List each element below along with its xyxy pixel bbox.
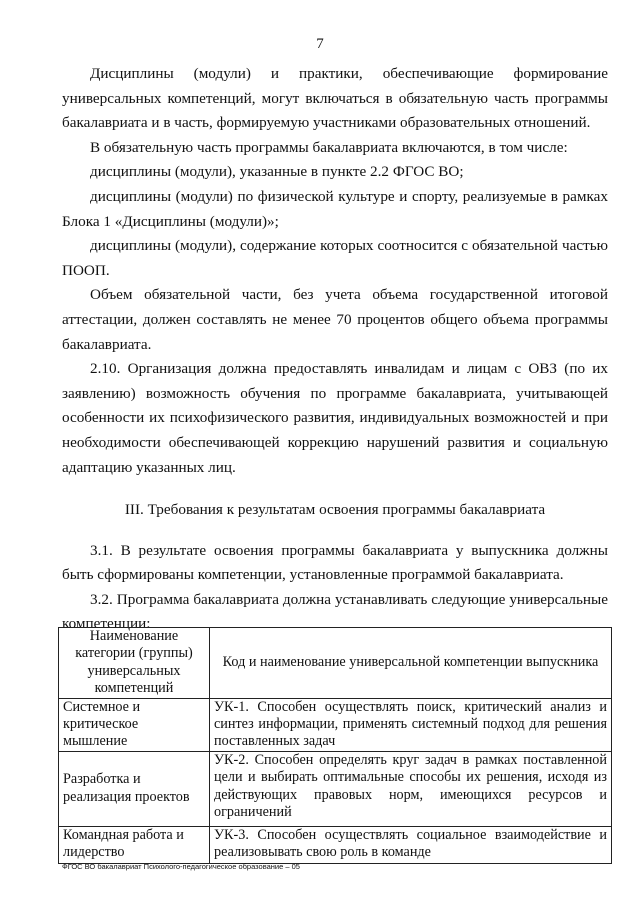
header-category: Наименование категории (группы) универсальных компетенций [59,628,210,699]
paragraph: Объем обязательной части, без учета объема государственной итоговой аттестации, должен составлять не менее 70 процентов общего объема программы бакалавриата. [62,286,608,353]
competencies-table [58,627,612,864]
category-cell: Системное и критическое мышление [59,698,210,751]
table-row [59,751,612,826]
body-text [62,62,608,637]
page-footer: ФГОС ВО бакалавриат Психолого-педагогическое образование – 05 [62,862,300,871]
competency-cell: УК-3. Способен осуществлять социальное взаимодействие и реализовывать свою роль в команде [210,826,612,863]
competency-cell: УК-1. Способен осуществлять поиск, критический анализ и синтез информации, применять системный подход для решения поставленных задач [210,698,612,751]
category-cell: Разработка и реализация проектов [59,751,210,826]
paragraph: дисциплины (модули) по физической культуре и спорту, реализуемые в рамках Блока 1 «Дисциплины (модули)»; [62,187,608,230]
header-code: Код и наименование универсальной компетенции выпускника [210,628,612,699]
competency-cell: УК-2. Способен определять круг задач в рамках поставленной цели и выбирать оптимальные способы их решения, исходя из действующих правовых норм, имеющихся ресурсов и ограничений [210,751,612,826]
paragraph: 3.1. В результате освоения программы бакалавриата у выпускника должны быть сформированы компетенции, установленные программой бакалавриата. [62,541,608,584]
category-cell: Командная работа и лидерство [59,826,210,863]
paragraph: дисциплины (модули), содержание которых соотносится с обязательной частью ПООП. [62,237,608,279]
paragraph: 3.2. Программа бакалавриата должна устанавливать следующие универсальные компетенции: [62,590,608,633]
table-row [59,698,612,751]
table-header-row [59,628,612,699]
paragraph: 2.10. Организация должна предоставлять инвалидам и лицам с ОВЗ (по их заявлению) возможность обучения по программе бакалавриата, учитывающей особенности их психофизического развития, индивидуальных возможностей и при необходимости обеспечивающей коррекцию нарушений развития и социальную адаптацию указанных лиц. [62,360,608,476]
paragraph: Дисциплины (модули) и практики, обеспечивающие формирование универсальных компетенций, могут включаться в обязательную часть программы бакалавриата и в часть, формируемую участниками образовательных отношений. [62,65,608,132]
paragraph: В обязательную часть программы бакалавриата включаются, в том числе: [90,138,568,156]
table-row [59,826,612,863]
page-number: 7 [316,36,324,52]
section-heading: III. Требования к результатам освоения программы бакалавриата [124,501,546,519]
paragraph: дисциплины (модули), указанные в пункте 2.2 ФГОС ВО; [90,163,464,181]
